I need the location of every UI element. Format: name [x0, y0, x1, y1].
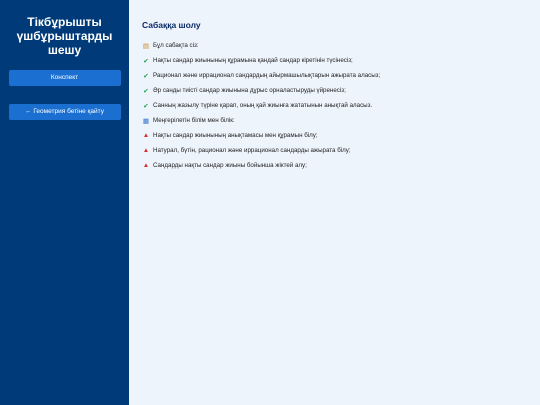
list-item	[142, 158, 540, 173]
page-title: Сабаққа шолу	[142, 20, 201, 30]
check-icon: ✔	[143, 72, 149, 80]
blue-book-icon: ▦	[142, 117, 150, 125]
list-item-text: Бұл сабақта сіз:	[153, 42, 199, 49]
list-item	[142, 143, 540, 158]
check-icon: ✔	[143, 87, 149, 95]
list-item	[142, 113, 540, 128]
pin-icon: ▲	[142, 147, 150, 154]
list-item-text: Нақты сандар жиынының анықтамасы мен құрамын білу;	[153, 132, 318, 139]
list-item-text: Сандарды нақты сандар жиыны бойынша жіктей алу;	[153, 162, 307, 169]
list-item-text: Натурал, бүтін, рационал және иррационал сандарды ажырата білу;	[153, 147, 351, 154]
list-item-text: Әр санды тиісті сандар жиынына дұрыс орналастыруды үйренесіз;	[153, 87, 346, 94]
sidebar	[0, 0, 129, 405]
sidebar-title-line1: Тікбұрышты	[27, 15, 102, 29]
list-item	[142, 38, 540, 53]
check-icon: ✔	[143, 102, 149, 110]
pin-icon: ▲	[142, 132, 150, 139]
sidebar-title	[8, 15, 121, 57]
main-content	[129, 0, 540, 405]
check-icon: ✔	[143, 57, 149, 65]
summary-button[interactable]: Конспект	[9, 70, 121, 86]
list-item-text: Рационал және иррационал сандардың айырмашылықтарын ажырата аласыз;	[153, 72, 381, 79]
list-item-text: Нақты сандар жиынының құрамына қандай сандар кіретінін түсінесіз;	[153, 57, 353, 64]
list-item	[142, 128, 540, 143]
list-item	[142, 68, 540, 83]
list-item	[142, 98, 540, 113]
back-to-geometry-button[interactable]: ← Геометрия бетіне қайту	[9, 104, 121, 120]
book-icon: ▤	[142, 42, 150, 50]
list-item	[142, 53, 540, 68]
pin-icon: ▲	[142, 162, 150, 169]
sidebar-title-line2: үшбұрыштарды шешу	[16, 29, 113, 57]
list-item-text: Санның жазылу түріне қарап, оның қай жиынға жататынын анықтай аласыз.	[153, 102, 373, 109]
list-item	[142, 83, 540, 98]
list-item-text: Меңгерілетін білім мен білік:	[153, 117, 235, 124]
